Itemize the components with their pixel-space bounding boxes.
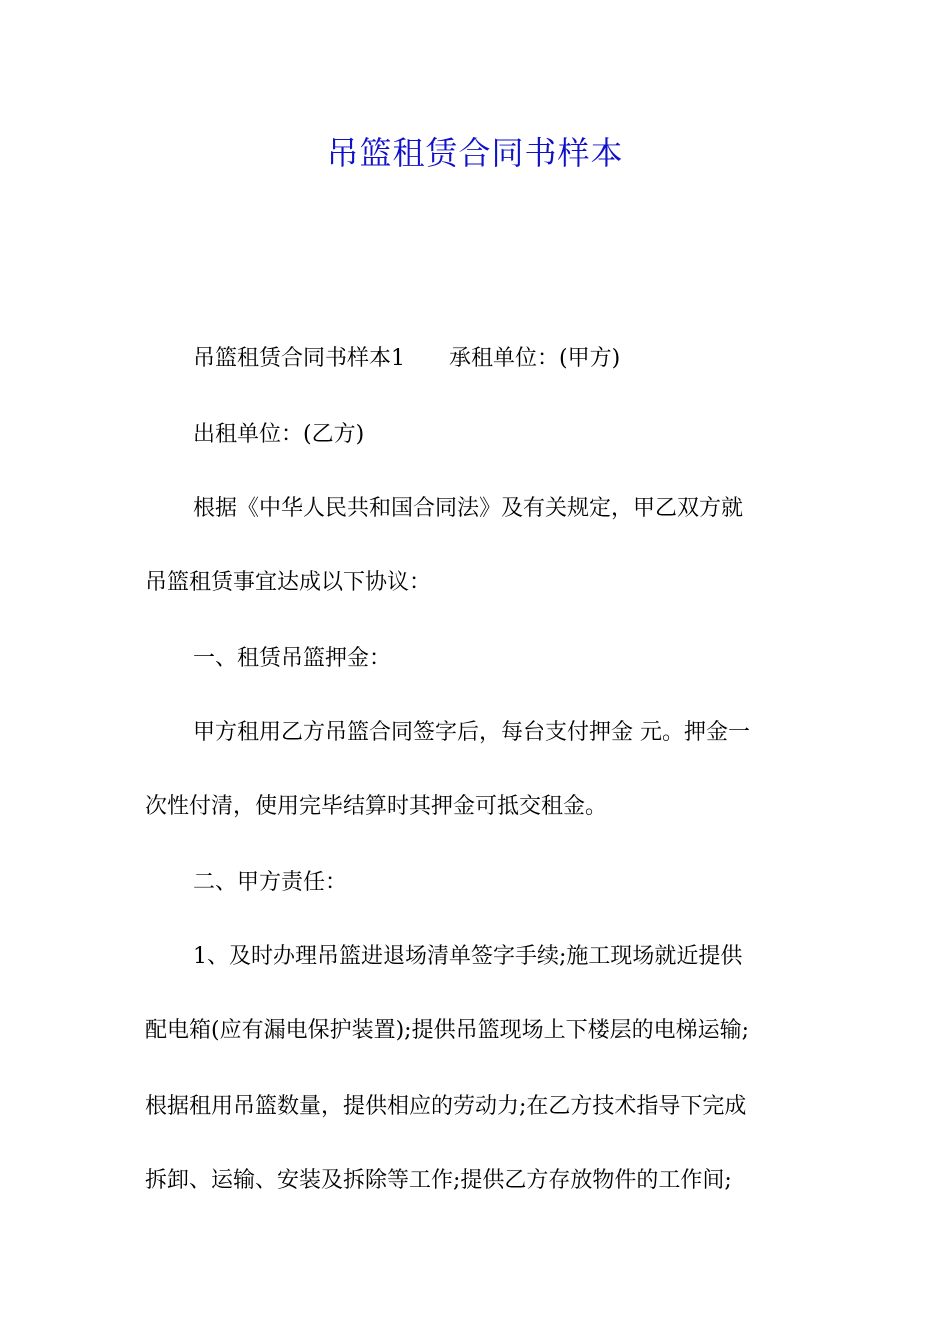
- sample-label: 吊篮租赁合同书样本1: [193, 346, 405, 371]
- paragraph-line: 1、及时办理吊篮进退场清单签字手续;施工现场就近提供: [193, 944, 743, 969]
- paragraph-line: 根据《中华人民共和国合同法》及有关规定，甲乙双方就: [193, 496, 744, 521]
- document-title: 吊篮租赁合同书样本: [326, 134, 624, 172]
- section-heading-deposit: 一、租赁吊篮押金：: [193, 646, 392, 671]
- paragraph-line: 根据租用吊篮数量，提供相应的劳动力;在乙方技术指导下完成: [145, 1094, 747, 1119]
- lessee-label: 承租单位：(甲方): [449, 346, 621, 371]
- paragraph-line: 吊篮租赁事宜达成以下协议：: [145, 570, 432, 595]
- paragraph-line: 配电箱(应有漏电保护装置);提供吊篮现场上下楼层的电梯运输;: [145, 1018, 749, 1043]
- paragraph-line: 甲方租用乙方吊篮合同签字后，每台支付押金 元。押金一: [193, 720, 750, 745]
- paragraph-line: 拆卸、运输、安装及拆除等工作;提供乙方存放物件的工作间;: [145, 1168, 732, 1193]
- paragraph-line: 次性付清，使用完毕结算时其押金可抵交租金。: [145, 794, 608, 819]
- paragraph-heading-line: [145, 344, 873, 374]
- lessor-label: 出租单位：(乙方): [193, 422, 365, 447]
- section-heading-party-a: 二、甲方责任：: [193, 870, 348, 895]
